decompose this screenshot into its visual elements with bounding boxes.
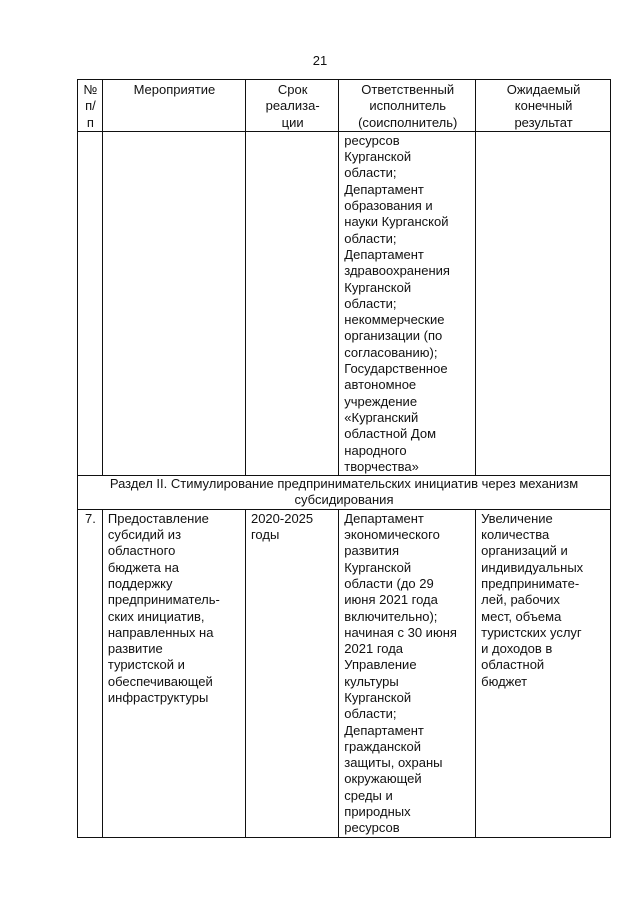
cell-number: 7. (78, 509, 103, 837)
table-row (78, 131, 611, 475)
cell-number (78, 131, 103, 475)
page-number: 21 (312, 53, 328, 68)
cell-event (102, 131, 245, 475)
cell-term (245, 131, 338, 475)
header-event: Мероприятие (102, 80, 245, 132)
header-term: Срок реализа- ции (245, 80, 338, 132)
section-title: Раздел II. Стимулирование предпринимательских инициатив через механизм субсидирования (78, 476, 611, 510)
section-row (78, 476, 611, 510)
cell-executor: Департамент экономического развития Курганской области (до 29 июня 2021 года включительно); начиная с 30 июня 2021 года Управление культуры Курганской области; Департамент гражданской защиты, охраны окружающей среды и природных ресурсов (339, 509, 476, 837)
cell-executor: ресурсов Курганской области; Департамент образования и науки Курганской области; Департамент здравоохранения Курганской области; некоммерческие организации (по согласованию); Государственное автономное учреждение «Курганский областной Дом народного творчества» (339, 131, 476, 475)
cell-event: Предоставление субсидий из областного бюджета на поддержку предприниматель- ских инициатив, направленных на развитие туристской и обеспечивающей инфраструктуры (102, 509, 245, 837)
table-header-row (78, 80, 611, 132)
header-executor: Ответственный исполнитель (соисполнитель) (339, 80, 476, 132)
header-result: Ожидаемый конечный результат (476, 80, 611, 132)
cell-term: 2020-2025 годы (245, 509, 338, 837)
cell-result (476, 131, 611, 475)
measures-table (77, 79, 611, 838)
table-row (78, 509, 611, 837)
header-number: № п/п (78, 80, 103, 132)
cell-result: Увеличение количества организаций и индивидуальных предпринимате- лей, рабочих мест, объема туристских услуг и доходов в областной бюджет (476, 509, 611, 837)
